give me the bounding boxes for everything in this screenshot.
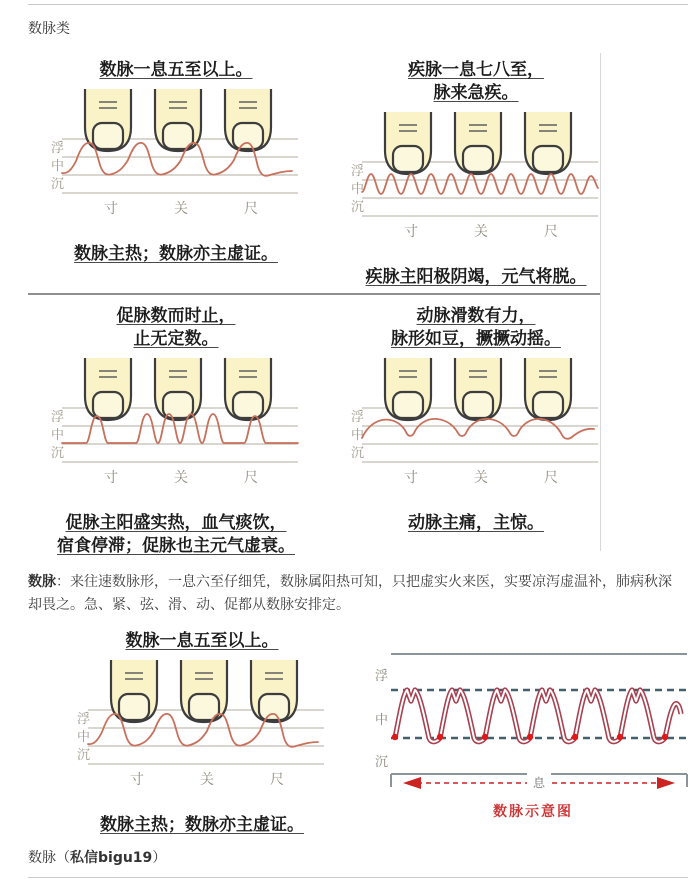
panel-dongmai bbox=[336, 305, 616, 551]
pulse-panel bbox=[336, 305, 616, 535]
depth-label-chen: 沉 bbox=[351, 444, 365, 460]
schematic-caption: 数脉示意图 bbox=[493, 805, 573, 821]
finger-icon bbox=[385, 112, 431, 174]
footer-suffix: ） bbox=[152, 850, 167, 867]
fingernail bbox=[93, 392, 123, 418]
position-label-chi: 尺 bbox=[244, 470, 258, 486]
fingernail bbox=[119, 694, 149, 720]
fingernail bbox=[463, 392, 493, 418]
position-label-guan: 关 bbox=[174, 201, 188, 217]
panel-caption bbox=[336, 266, 616, 289]
panel-shuomai bbox=[36, 59, 316, 293]
breath-label: 息 bbox=[533, 776, 546, 791]
position-label-chi: 尺 bbox=[270, 773, 284, 789]
finger-icon bbox=[225, 89, 271, 151]
finger-icon bbox=[525, 112, 571, 174]
page-title: 数脉类 bbox=[28, 21, 70, 37]
top-divider bbox=[28, 4, 688, 5]
chart-row-2 bbox=[28, 295, 600, 555]
panel-caption bbox=[36, 243, 316, 266]
finger-icon bbox=[155, 358, 201, 420]
footer-note bbox=[28, 847, 700, 867]
panel-title bbox=[336, 305, 616, 351]
schematic-depth-chen: 沉 bbox=[375, 754, 389, 770]
panel-caption-line: 动脉主痛，主惊。 bbox=[408, 512, 544, 532]
panel-title-line: 脉来急疾。 bbox=[433, 82, 519, 102]
depth-label-zhong: 中 bbox=[351, 180, 365, 196]
depth-label-fu: 浮 bbox=[77, 711, 91, 727]
bottom-divider bbox=[28, 877, 688, 878]
finger-icon bbox=[385, 358, 431, 420]
position-label-cun: 寸 bbox=[130, 773, 144, 789]
pulse-finger-diagram bbox=[346, 112, 606, 262]
position-label-guan: 关 bbox=[474, 470, 488, 486]
paragraph-lead: 数脉 bbox=[28, 574, 56, 590]
position-label-chi: 尺 bbox=[544, 470, 558, 486]
finger-icon bbox=[225, 358, 271, 420]
depth-label-fu: 浮 bbox=[351, 408, 365, 424]
schematic-pulse-wave bbox=[395, 690, 681, 742]
panel-title bbox=[336, 59, 616, 105]
finger-icon bbox=[455, 358, 501, 420]
panel-title-line: 止无定数。 bbox=[133, 328, 219, 348]
position-label-guan: 关 bbox=[200, 773, 214, 789]
panel-title-line: 脉形如豆，撅撅动摇。 bbox=[391, 328, 561, 348]
fingernail bbox=[233, 123, 263, 149]
panel-caption-line: 宿食停滞；促脉也主元气虚衰。 bbox=[57, 535, 295, 555]
panel-caption-line: 数脉主热；数脉亦主虚证。 bbox=[74, 243, 278, 263]
fingernail bbox=[233, 392, 263, 418]
description-paragraph bbox=[28, 571, 680, 616]
pulse-finger-diagram bbox=[46, 89, 306, 239]
depth-label-chen: 沉 bbox=[51, 444, 65, 460]
depth-label-fu: 浮 bbox=[51, 139, 65, 155]
position-label-chi: 尺 bbox=[244, 201, 258, 217]
fingernail bbox=[393, 146, 423, 172]
position-label-cun: 寸 bbox=[404, 224, 418, 240]
finger-icon bbox=[455, 112, 501, 174]
panel-title-line: 疾脉一息七八至， bbox=[408, 60, 544, 79]
chart-row-1 bbox=[28, 53, 600, 293]
panel-title bbox=[36, 59, 316, 82]
finger-icon bbox=[85, 89, 131, 151]
pulse-chart-images bbox=[28, 53, 601, 555]
panel-caption-line: 促脉主阳盛实热，血气痰饮， bbox=[65, 512, 287, 532]
depth-label-zhong: 中 bbox=[351, 426, 365, 442]
fingernail bbox=[533, 392, 563, 418]
pulse-panel bbox=[36, 59, 316, 266]
pulse-finger-diagram bbox=[346, 358, 606, 508]
depth-label-chen: 沉 bbox=[351, 198, 365, 214]
panel-title bbox=[36, 305, 316, 351]
schematic-depth-zhong: 中 bbox=[375, 712, 389, 728]
depth-label-zhong: 中 bbox=[77, 729, 91, 745]
schematic-diagram bbox=[372, 646, 694, 794]
position-label-cun: 寸 bbox=[404, 470, 418, 486]
panel-title-line: 促脉数而时止， bbox=[116, 306, 236, 325]
bottom-figure-row bbox=[62, 630, 700, 837]
position-label-guan: 关 bbox=[474, 224, 488, 240]
panel-title-line: 数脉一息五至以上。 bbox=[99, 60, 253, 79]
fingernail bbox=[93, 123, 123, 149]
shuomai-schematic bbox=[372, 646, 694, 837]
pulse-finger-diagram bbox=[46, 358, 306, 508]
fingernail bbox=[463, 146, 493, 172]
finger-icon bbox=[251, 660, 297, 722]
pulse-wave bbox=[362, 174, 598, 194]
pulse-wave bbox=[362, 419, 594, 439]
paragraph-text: ：来往速数脉形，一息六至仔细凭，数脉属阳热可知，只把虚实火来医，实要凉泻虚温补，肺病秋深却畏之。急、紧、弦、滑、动、促都从数脉安排定。 bbox=[28, 574, 672, 613]
finger-icon bbox=[525, 358, 571, 420]
panel-title-line: 动脉滑数有力， bbox=[416, 306, 536, 325]
fingernail bbox=[259, 694, 289, 720]
breath-span-arrow bbox=[403, 773, 675, 792]
panel-caption-line: 数脉主热；数脉亦主虚证。 bbox=[100, 815, 304, 835]
panel-title bbox=[62, 630, 342, 653]
position-label-cun: 寸 bbox=[104, 201, 118, 217]
finger-icon bbox=[155, 89, 201, 151]
pulse-panel bbox=[36, 305, 316, 558]
footer-username: 私信bigu19 bbox=[70, 850, 153, 867]
panel-jimai bbox=[336, 59, 616, 293]
panel-cumai bbox=[36, 305, 316, 555]
position-label-chi: 尺 bbox=[544, 224, 558, 240]
position-label-guan: 关 bbox=[174, 470, 188, 486]
depth-label-chen: 沉 bbox=[51, 175, 65, 191]
panel-shuomai-repeat bbox=[62, 630, 342, 837]
panel-caption bbox=[62, 814, 342, 837]
panel-caption bbox=[336, 512, 616, 535]
depth-label-fu: 浮 bbox=[351, 162, 365, 178]
pulse-panel bbox=[62, 630, 342, 837]
panel-caption-line: 疾脉主阳极阴竭，元气将脱。 bbox=[365, 266, 587, 286]
depth-label-zhong: 中 bbox=[51, 426, 65, 442]
finger-icon bbox=[181, 660, 227, 722]
panel-title-line: 数脉一息五至以上。 bbox=[125, 631, 279, 651]
footer-prefix: 数脉（ bbox=[28, 850, 70, 867]
pulse-finger-diagram bbox=[72, 660, 332, 810]
depth-label-fu: 浮 bbox=[51, 408, 65, 424]
panel-caption bbox=[36, 512, 316, 558]
depth-label-zhong: 中 bbox=[51, 157, 65, 173]
position-label-cun: 寸 bbox=[104, 470, 118, 486]
finger-icon bbox=[85, 358, 131, 420]
depth-label-chen: 沉 bbox=[77, 747, 91, 763]
schematic-depth-fu: 浮 bbox=[375, 668, 389, 684]
fingernail bbox=[533, 146, 563, 172]
fingernail bbox=[393, 392, 423, 418]
finger-icon bbox=[111, 660, 157, 722]
pulse-panel bbox=[336, 59, 616, 289]
